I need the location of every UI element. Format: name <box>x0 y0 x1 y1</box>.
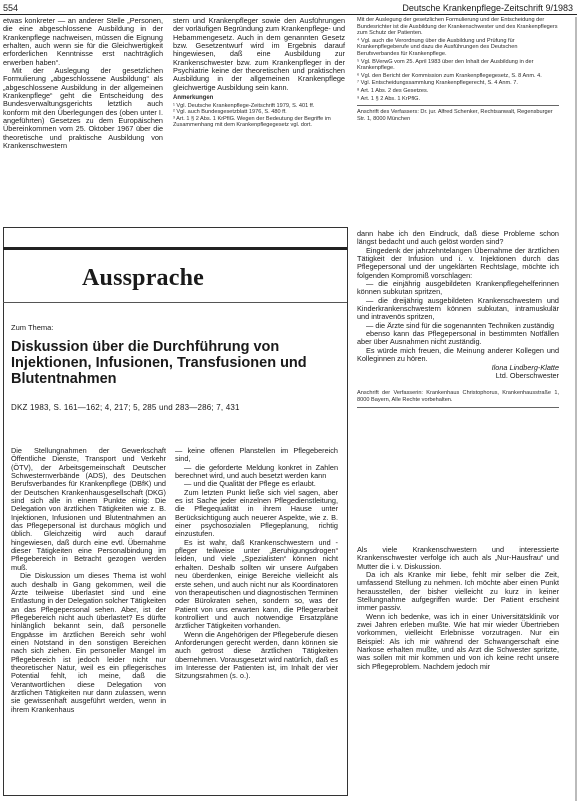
topic-label: Zum Thema: <box>11 323 54 332</box>
list-item: — die Ärzte sind für die sogenannten Techniken zuständig <box>366 320 555 330</box>
paragraph: Eingedenk der jahrzehntelangen Übernahme der ärztlichen Tätigkeit der Infusion und i. v. Injektionen durch das Pflegepersonal und der ungeklärten Rechtslage, möchte ich folgenden Kompromiß vorschlagen: <box>357 245 559 280</box>
notes-heading: Anmerkungen <box>173 95 214 102</box>
header-rule <box>0 14 577 15</box>
footnote: ² Vgl. auch Bundesgesetzblatt 1976, S. 480 ff. <box>173 109 287 116</box>
signature-role: Ltd. Oberschwester <box>495 370 559 380</box>
footnote: ⁴ Vgl. auch die Verordnung über die Ausbildung und Prüfung für Krankenpflegeberufe und dazu die Ausführungen des Deutschen Berufsverbandes für Krankenpflege. <box>357 37 518 57</box>
footnote: ⁷ Vgl. Entscheidungssammlung Krankenpflegerecht, S. 4 Anm. 7. <box>357 80 518 87</box>
paragraph: ebenso kann das Pflegepersonal in bestimmten Notfällen aber über Ausnahmen nicht zuständig. <box>357 329 559 347</box>
body-col3-bottom <box>357 546 559 671</box>
footnote: ⁸ Art. 1 Abs. 2 des Gesetzes. <box>357 87 429 94</box>
footnote: ⁵ Vgl. BVerwG vom 25. April 1983 über den Inhalt der Ausbildung in der Krankenpflege. <box>357 58 534 72</box>
paragraph: etwas konkreter — an anderer Stelle „Personen, die eine abgeschlossene Ausbildung in der Krankenpflege nachweisen, müssen die Eignung erhalten, auch wenn sie für die Gleichwertigkeit erforderlichen Kenntnisse erst nachträglich erwerben haben“. <box>3 16 163 67</box>
section-title: Aussprache <box>82 265 205 291</box>
list-item: — keine offenen Planstellen im Pflegebereich sind, <box>175 446 338 464</box>
paragraph: Es ist wahr, daß Krankenschwestern und -pfleger teilweise unter „Beruhigungsdrogen“ leiden, und viele „Spezialisten“ können nicht erhalten. Deshalb sollten wir unsere Aufgaben neu überdenken, einige Bereiche vielleicht als erste sehen, und auch nicht nur als Koordinatoren von therapeutischen und diagnostischen Terminen oder Bürokraten sehen, sondern so, was der Patient von uns erwarten kann, die Pflegerarbeit kontrolliert und auch notwendige Ersatzpläne ärztlicher Tätigkeiten vorhanden. <box>175 537 338 631</box>
paragraph: Mit der Auslegung der gesetzlichen Formulierung „abgeschlossene Ausbildung“ als „abgeschlossene Ausbildung in der allgemeinen Krankenpflege“ geht die Entscheidung des Bundesverwaltungsgerichts letztlich auch konform mit den Überlegungen des (oben unter I. angeführten) Gesetzes zu dem Europäischen Übereinkommen vom 25. Oktober 1967 über die theoretische und praktische Ausbildung von Krankenschwestern <box>3 66 163 151</box>
paragraph: Die Stellungnahmen der Gewerkschaft Öffentliche Dienste, Transport und Verkehr (ÖTV), der Arbeitsgemeinschaft Deutscher Schwesternverbände (ADS), des Deutschen Berufsverbandes für Krankenpflege (DBfK) und der Deutschen Krankenhausgesellschaft (DKG) sind sich alle in einem Punkte einig: Die Delegation von ärztlichen Tätigkeiten wie z. B. Injektionen, Infusionen und Blutentnahmen an das Pflegepersonal ist durchaus möglich und üblich. Gleichzeitig wird auch darauf hingewiesen, daß durch eine evtl. Übernahme dieser Tätigkeiten eine Personalbindung im Pflegebereich in Betracht gezogen werden muß. <box>11 446 166 572</box>
footnote: ⁶ Vgl. den Bericht der Kommission zum Krankenpflegegesetz, S. 8 Anm. 4. <box>357 72 542 79</box>
footnote: ¹ Vgl. Deutsche Krankenpflege-Zeitschrift 1979, S. 401 ff. <box>173 102 315 109</box>
paragraph: Da ich als Kranke mir liebe, fehlt mir selber die Zeit, umfassend Stellung zu nehmen. Ich möchte aber einen Punkt herausstellen, der bisher vielleicht zu kurz in keiner Stellungnahme aufgegriffen wurde: Der Patient erscheint immer passiv. <box>357 570 559 613</box>
author-address: Anschrift der Verfasserin: Krankenhaus Christophorus, Krankenhausstraße 1, 8000 Bayern, Alle Rechte vorbehalten. <box>357 390 559 403</box>
section-top-rule <box>3 247 347 250</box>
article-headline: Diskussion über die Durchführung von Injektionen, Infusionen, Transfusionen und Blutentnahmen <box>11 339 307 387</box>
prev-article-col1 <box>3 17 163 151</box>
paragraph: Als viele Krankenschwestern und interessierte Krankenschwester verfolge ich auch als „Nur-Hausfrau“ und Mutter die i. v. Diskussion. <box>357 545 559 571</box>
page-number: 554 <box>3 3 19 13</box>
paragraph: Zum letzten Punkt ließe sich viel sagen, aber es ist Sache jeder einzelnen Pflegedienstleitung, die Pflegequalität in ihrem Hause unter Berücksichtigung auch neuerer Aspekte, wie z. B. einer psychosozialen Pflegeplanung, richtig einzustufen. <box>175 487 338 539</box>
paragraph: Wenn ich bedenke, was ich in einer Universitätsklinik vor zwei Jahren erleben mußte. Wie hat mir wieder Übertrieben vorkommen, vielleicht Erlebnisse vorzutragen. Nur ein Beispiel: Als ich mir während der Schwangerschaft eine Narkose erhalten mußte, und als Arzt die Schwester spritzte, was sollen mit mir kommen und von ich keine recht unsere sich Pflegeproblem. Nachdem jedoch mir <box>357 611 559 671</box>
paragraph: dann habe ich den Eindruck, daß diese Probleme schon längst bedacht und auch gelöst worden sind? <box>357 229 559 247</box>
footnote: ⁹ Art. 1 § 2 Abs. 1 KrPflG. <box>357 95 421 102</box>
list-item: — die dreijährig ausgebildeten Krankenschwestern und Kinderkrankenschwestern können subkutan, intramuskulär und intravenös spritzen, <box>357 295 559 322</box>
body-col1 <box>11 447 166 714</box>
list-item: — die einjährig ausgebildeten Krankenpflegehelferinnen können subkutan spritzen, <box>357 279 559 297</box>
divider <box>357 407 559 408</box>
body-col2 <box>175 447 338 681</box>
body-col3-top <box>357 230 559 428</box>
paragraph: Die Diskussion um dieses Thema ist wohl auch deshalb in Gang gekommen, weil die Ärzte teilweise überlastet sind und eine Entlastung in der Delegation solcher Tätigkeiten an das Pflegepersonal sehen. Aber, ist der Pflegebereich nicht auch überlastet? Es dürfte hinlänglich bekannt sein, daß personelle Engpässe im ärztlichen Bereich sehr wohl einen Notstand in den sonstigen Bereichen nach sich ziehen. Ein personeller Mangel im Pflegebereich ist jedoch leider nicht nur theoretischer Natur, weil es ein pflegerisches Potential fehlt, ich meine, daß die Verantwortlichen diese Delegation von ärztlichen Tätigkeiten nur dann zulassen, wenn sie gewissenhaft ausgeführt werden, wenn in ihrem Krankenhaus <box>11 571 166 714</box>
paragraph: Wenn die Angehörigen der Pflegeberufe diesen Anforderungen gerecht werden, dann können sie auch getrost diese ärztlichen Tätigkeiten übernehmen. Vorausgesetzt wird natürlich, daß es im Interesse der Patienten ist, im Inhalt der vier Sitzungsrahmen (s. o.). <box>175 629 338 681</box>
list-item: — und die Qualität der Pflege es erlaubt. <box>184 479 316 489</box>
signature-name: Ilona Lindberg-Klatte <box>491 362 559 372</box>
article-reference: DKZ 1983, S. 161—162; 4, 217; 5, 285 und 283—286; 7, 431 <box>11 403 240 412</box>
footnote: ³ Art. 1 § 2 Abs. 1 KrPflG. Wegen der Bedeutung der Begriffe im Zusammenhang mit dem Krankenpflegegesetz vgl. dort. <box>173 115 331 129</box>
footnotes <box>173 95 345 129</box>
author-address: Anschrift des Verfassers: Dr. jur. Alfred Schenker, Rechtsanwalt, Regensburger Str. 1, 8000 München <box>357 109 553 122</box>
prev-article-col3 <box>357 17 559 123</box>
list-item: — die geforderte Meldung konkret in Zahlen berechnet wird, und auch besetzt werden kann <box>175 462 338 481</box>
section-title-rule <box>3 302 347 303</box>
prev-article-col2 <box>173 17 345 129</box>
paragraph: stern und Krankenpfleger sowie den Ausführungen der vorläufigen Begründung zum Krankenpflege- und Hebammengesetz. Auch in dem genannten Gesetz bzw. Gesetzentwurf wird im Ergebnis darauf hingewiesen, daß eine Ausbildung zur Krankenschwester bzw. zum Krankenpfleger in der Psychiatrie keine der theoretischen und praktischen Ausbildung in der allgemeinen Krankenpflege gleichwertige Ausbildung sein kann. <box>173 16 345 92</box>
journal-title: Deutsche Krankenpflege-Zeitschrift 9/1983 <box>402 3 573 13</box>
divider <box>357 105 559 106</box>
footnote: Mit der Auslegung der gesetzlichen Formulierung und der Entscheidung der Bundesrichter ist die Ausbildung der Krankenschwester und des Krankenpflegers zum Schutz der Patienten. <box>357 17 558 37</box>
paragraph: Es würde mich freuen, die Meinung anderer Kollegen und Kolleginnen zu hören. <box>357 345 559 364</box>
